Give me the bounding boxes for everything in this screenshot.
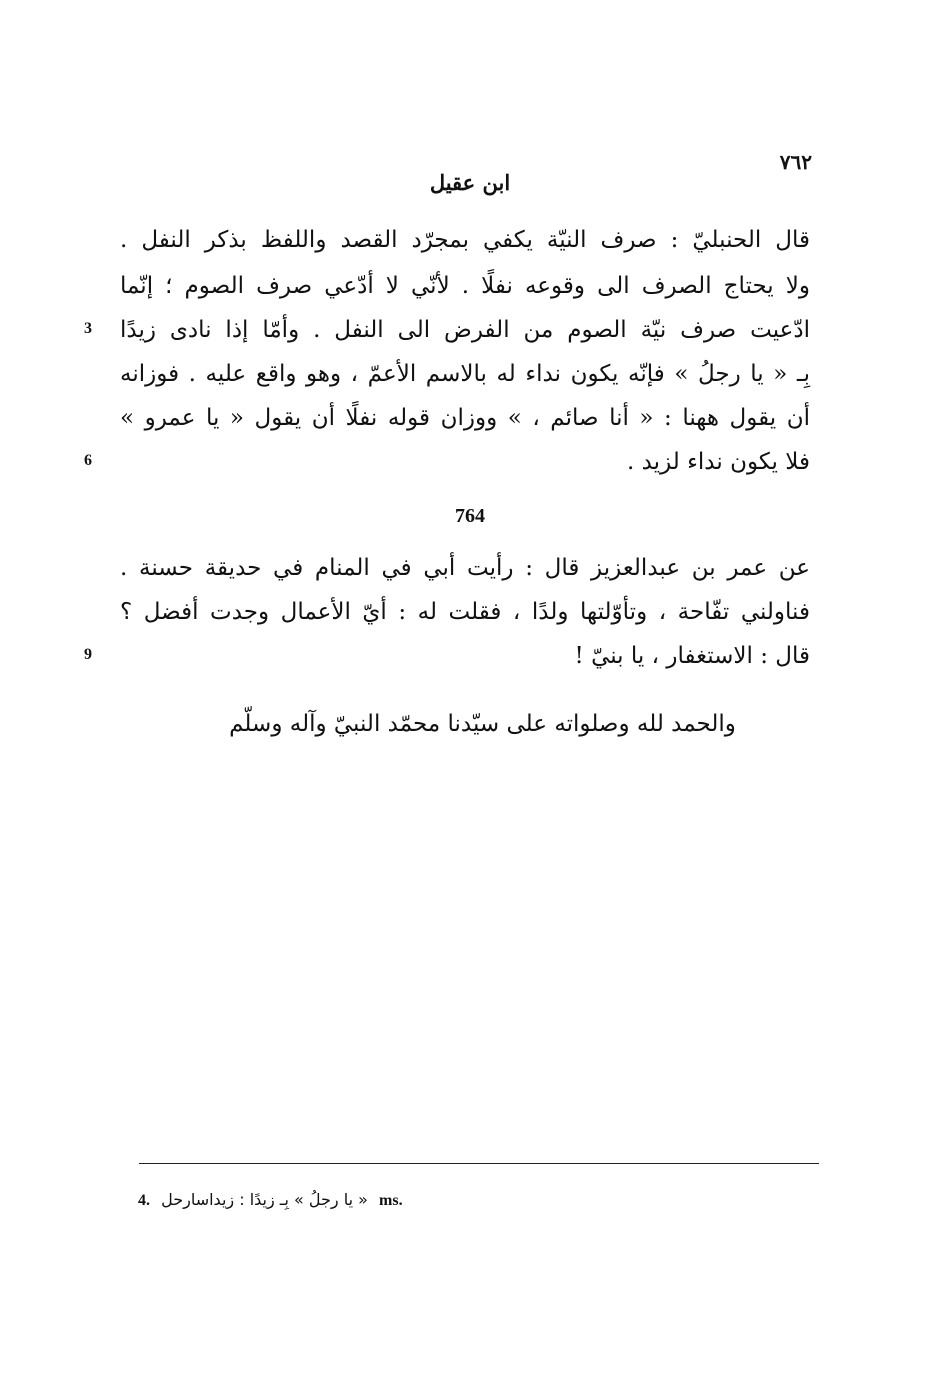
running-head: ابن عقيل [429, 170, 511, 195]
section-number: 764 [455, 505, 485, 527]
paragraph-1-line: فلا يكون نداء لزيد . [626, 449, 810, 475]
margin-line-number: 6 [84, 452, 92, 469]
closing-doxology: والحمد لله وصلواته على سيّدنا محمّد النبيّ وآله وسلّم [229, 711, 736, 737]
paragraph-2-line: عن عمر بن عبدالعزيز قال : رأيت أبي في المنام في حديقة حسنة . [120, 555, 810, 581]
margin-line-number: 3 [84, 320, 92, 337]
footnote-divider [139, 1163, 819, 1164]
paragraph-1-line: أن يقول ههنا : « أنا صائم ، » ووزان قوله نفلًا أن يقول « يا عمرو » [120, 405, 810, 431]
footnote-text: « يا رجلُ » بِـ زيدًا : زيداسارحل [161, 1190, 368, 1209]
footnote-number: 4. [138, 1192, 150, 1209]
page-number: ٧٦٢ [779, 150, 812, 174]
paragraph-2-line: قال : الاستغفار ، يا بنيّ ! [574, 643, 810, 669]
footnote [138, 1190, 403, 1210]
paragraph-1-line: ولا يحتاج الصرف الى وقوعه نفلًا . لأنّي لا أدّعي صرف الصوم ؛ إنّما [120, 273, 810, 299]
paragraph-1-line: قال الحنبليّ : صرف النيّة يكفي بمجرّد القصد واللفظ بذكر النفل . [120, 227, 810, 253]
paragraph-1-line: ادّعيت صرف نيّة الصوم من الفرض الى النفل . وأمّا إذا نادى زيدًا [120, 317, 810, 343]
paragraph-1-line: بِـ « يا رجلُ » فإنّه يكون نداء له بالاسم الأعمّ ، وهو واقع عليه . فوزانه [120, 361, 810, 387]
footnote-source: ms. [379, 1192, 403, 1209]
margin-line-number: 9 [84, 646, 92, 663]
paragraph-2-line: فناولني تفّاحة ، وتأوّلتها ولدًا ، فقلت له : أيّ الأعمال وجدت أفضل ؟ [120, 599, 810, 625]
